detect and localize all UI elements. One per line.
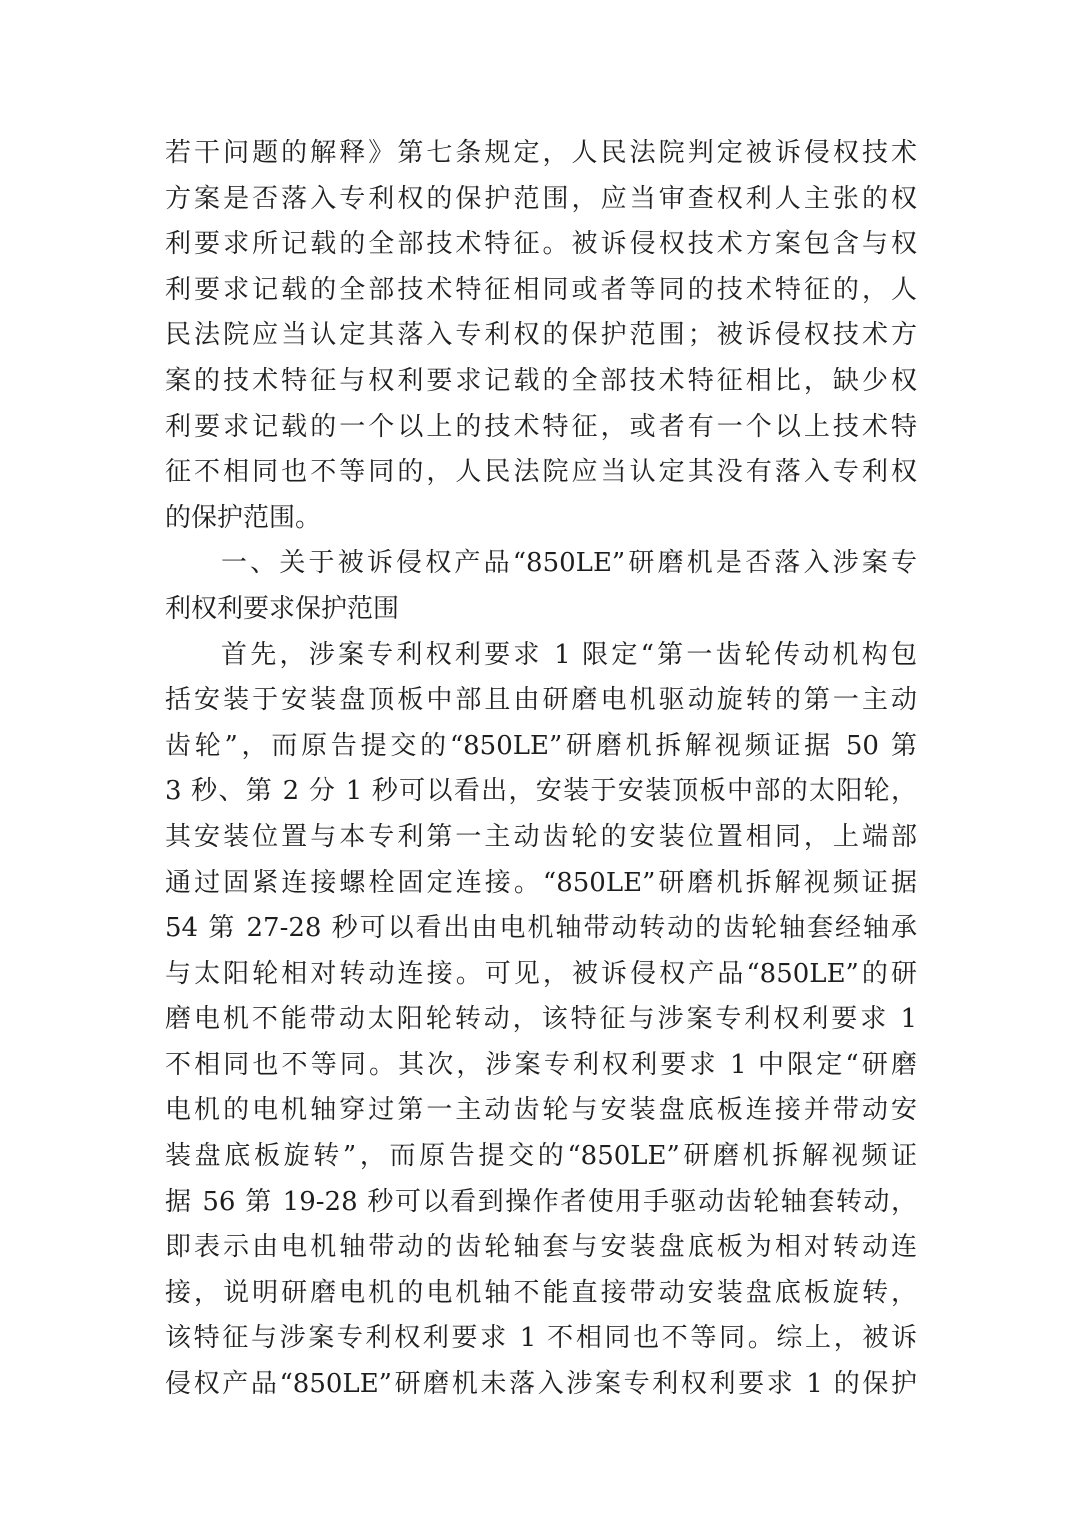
text-line: 即表示由电机轴带动的齿轮轴套与安装盘底板为相对转动连 [165, 1232, 917, 1263]
section-heading-1 [165, 541, 917, 632]
text-line: 利要求记载的一个以上的技术特征，或者有一个以上技术特 [165, 411, 917, 442]
text-line: 征不相同也不等同的，人民法院应当认定其没有落入专利权 [165, 457, 917, 488]
heading-line: 一、关于被诉侵权产品“850LE”研磨机是否落入涉案专 [221, 548, 917, 579]
text-line: 的保护范围。 [165, 502, 322, 533]
text-line: 首先，涉案专利权利要求 1 限定“第一齿轮传动机构包 [221, 639, 917, 670]
body-text [165, 131, 917, 1408]
text-line: 电机的电机轴穿过第一主动齿轮与安装盘底板连接并带动安 [165, 1095, 917, 1126]
text-line: 接，说明研磨电机的电机轴不能直接带动安装盘底板旋转， [165, 1277, 917, 1308]
text-line: 该特征与涉案专利权利要求 1 不相同也不等同。综上，被诉 [165, 1323, 917, 1354]
text-line: 与太阳轮相对转动连接。可见，被诉侵权产品“850LE”的研 [165, 958, 917, 989]
paragraph-1 [165, 131, 917, 541]
text-line: 其安装位置与本专利第一主动齿轮的安装位置相同，上端部 [165, 821, 917, 852]
text-line: 通过固紧连接螺栓固定连接。“850LE”研磨机拆解视频证据 [165, 867, 917, 898]
text-line: 装盘底板旋转”，而原告提交的“850LE”研磨机拆解视频证 [165, 1141, 917, 1172]
paragraph-2 [165, 633, 917, 1408]
text-line: 3 秒、第 2 分 1 秒可以看出，安装于安装顶板中部的太阳轮， [165, 776, 917, 807]
text-line: 若干问题的解释》第七条规定，人民法院判定被诉侵权技术 [165, 138, 917, 168]
text-line: 方案是否落入专利权的保护范围，应当审查权利人主张的权 [165, 183, 917, 214]
text-line: 括安装于安装盘顶板中部且由研磨电机驱动旋转的第一主动 [165, 685, 917, 716]
text-line: 利要求所记载的全部技术特征。被诉侵权技术方案包含与权 [165, 229, 917, 260]
text-line: 54 第 27-28 秒可以看出由电机轴带动转动的齿轮轴套经轴承 [165, 913, 917, 944]
heading-line: 利权利要求保护范围 [165, 593, 400, 624]
text-line: 齿轮”，而原告提交的“850LE”研磨机拆解视频证据 50 第 [165, 730, 917, 761]
text-line: 利要求记载的全部技术特征相同或者等同的技术特征的，人 [165, 274, 917, 305]
text-line: 不相同也不等同。其次，涉案专利权利要求 1 中限定“研磨 [165, 1049, 917, 1080]
text-line: 民法院应当认定其落入专利权的保护范围；被诉侵权技术方 [165, 320, 917, 351]
text-line: 据 56 第 19-28 秒可以看到操作者使用手驱动齿轮轴套转动， [165, 1186, 917, 1217]
text-line: 侵权产品“850LE”研磨机未落入涉案专利权利要求 1 的保护 [165, 1369, 917, 1400]
text-line: 磨电机不能带动太阳轮转动，该特征与涉案专利权利要求 1 [165, 1004, 917, 1035]
text-line: 案的技术特征与权利要求记载的全部技术特征相比，缺少权 [165, 365, 917, 396]
